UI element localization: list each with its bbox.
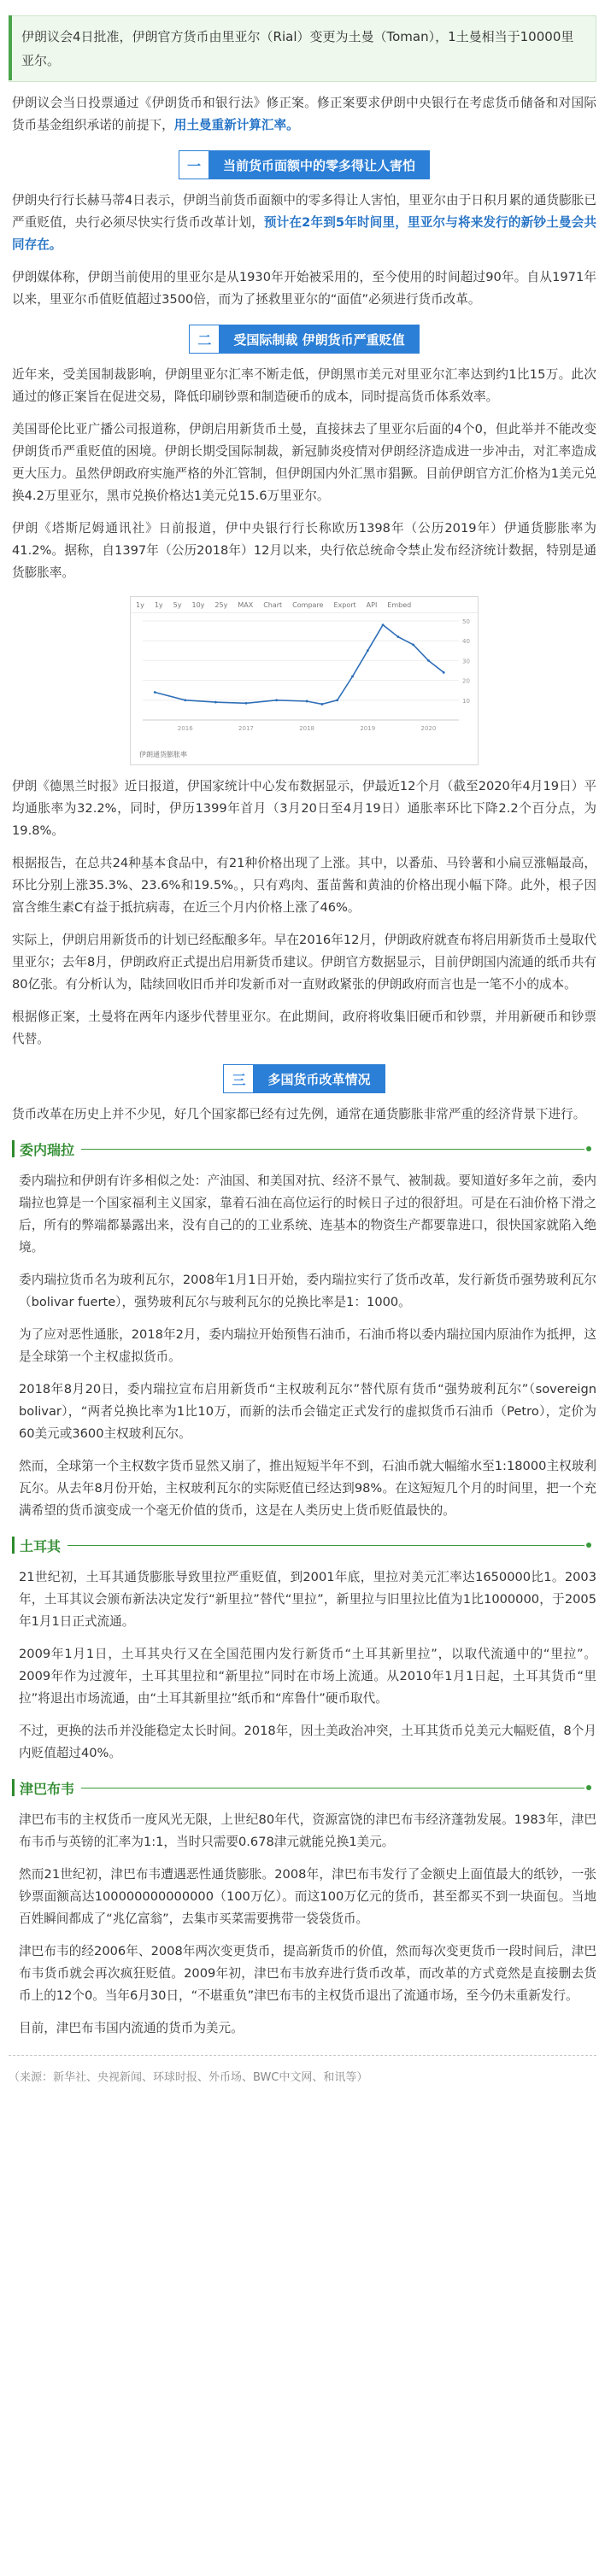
country-heading-turkey [12, 1534, 596, 1556]
paragraph: 实际上，伊朗启用新货币的计划已经酝酿多年。早在2016年12月，伊朗政府就查布将启用新货币土曼取代里亚尔；去年8月，伊朗政府正式提出启用新货币建议。伊朗官方数据显示，目前伊朗国内流通的纸币共有80亿张。有分析认为，陆续回收旧币并印发新币对一直财政紧张的伊朗政府而言也是一笔不小的成本。 [12, 933, 596, 992]
chart-data-point [184, 699, 186, 701]
chart-xtick-label: 2016 [177, 725, 193, 732]
country-name: 土耳其 [20, 1537, 62, 1554]
chart-toolbar-item[interactable]: 1y [154, 600, 163, 609]
paragraph: 为了应对恶性通胀，2018年2月，委内瑞拉开始预售石油币，石油币将以委内瑞拉国内原油作为抵押，这是全球第一个主权虚拟货币。 [19, 1327, 596, 1364]
chart-data-point [245, 702, 248, 705]
divider [81, 1788, 584, 1789]
divider-dot [586, 1146, 591, 1151]
paragraph: 不过，更换的法币并没能稳定太长时间。2018年，因土美政治冲突，土耳其货币兑美元大幅贬值，8个月内贬值超过40%。 [19, 1724, 596, 1760]
section-number: 三 [224, 1065, 254, 1092]
intro-highlight: 用土曼重新计算汇率。 [173, 118, 299, 132]
paragraph: 近年来，受美国制裁影响，伊朗里亚尔汇率不断走低，伊朗黑市美元对里亚尔汇率达到约1比15万。此次通过的修正案旨在促进交易，降低印刷钞票和制造硬币的成本，同时提高货币体系效率。 [12, 367, 596, 404]
intro-text: 伊朗议会当日投票通过《伊朗货币和银行法》修正案。修正案要求伊朗中央银行在考虑货币储备和对国际货币基金组织承诺的前提下， [12, 96, 596, 132]
chart-toolbar-item[interactable]: 25y [214, 600, 228, 609]
country-name: 委内瑞拉 [20, 1141, 75, 1158]
paragraph: 然而21世纪初，津巴布韦遭遇恶性通货膨胀。2008年，津巴布韦发行了金额史上面值最大的纸钞，一张钞票面额高达100000000000000（100万亿）。而这100万亿元的货币，甚至都买不到一块面包。当地百姓瞬间都成了“兆亿富翁”，去集市买菜需要携带一袋袋货币。 [19, 1867, 596, 1926]
summary-text: 伊朗议会4日批准，伊朗官方货币由里亚尔（Rial）变更为土曼（Toman），1土曼相当于10000里亚尔。 [21, 29, 574, 68]
paragraph: 然而，全球第一个主权数字货币显然又崩了，推出短短半年不到，石油币就大幅缩水至1:18000主权玻利瓦尔。从去年8月份开始，主权玻利瓦尔的实际贬值已经达到98%。在这短短几个月的时间里，把一个充满希望的货币演变成一个毫无价值的货币，这是在人类历史上货币贬值最快的。 [19, 1459, 596, 1518]
chart-toolbar-item[interactable]: MAX [238, 600, 254, 609]
paragraph: 津巴布韦的主权货币一度风光无限，上世纪80年代，资源富饶的津巴布韦经济蓬勃发展。1983年，津巴布韦币与英镑的汇率为1:1，当时只需要0.678津元就能兑换1美元。 [19, 1812, 596, 1849]
country-section-zimbabwe [12, 1809, 596, 2040]
chart-toolbar-item[interactable]: 1y [136, 600, 144, 609]
chart-xtick-label: 2018 [299, 725, 315, 732]
paragraph: 美国哥伦比亚广播公司报道称，伊朗启用新货币土曼，直接抹去了里亚尔后面的4个0，但此举并不能改变伊朗货币严重贬值的困境。伊朗长期受国际制裁，新冠肺炎疫情对伊朗经济造成进一步冲击，对汇率造成更大压力。虽然伊朗政府实施严格的外汇管制，但伊朗国内外汇黑市猖獗。目前伊朗官方汇价格为1美元兑换4.2万里亚尔，黑市兑换价格达1美元兑15.6万里亚尔。 [12, 422, 596, 503]
country-heading-zimbabwe [12, 1777, 596, 1799]
article-body [0, 92, 605, 2040]
chart-plot [131, 614, 478, 742]
chart-source-label: 伊朗通货膨胀率 [139, 751, 187, 758]
chart-series-line [155, 625, 443, 705]
chart-toolbar-item[interactable]: Compare [292, 600, 324, 609]
paragraph: 委内瑞拉和伊朗有许多相似之处：产油国、和美国对抗、经济不景气、被制裁。要知道好多年之前，委内瑞拉也算是一个国家福利主义国家，靠着石油在高位运行的时候日子过的很舒坦。可是在石油价格下滑之后，所有的弊端都暴露出来，没有自己的的工业系统、连基本的物资生产都要靠进口，很快国家就陷入绝境。 [19, 1174, 596, 1255]
source-footer: （来源：新华社、央视新闻、环球时报、外币场、BWC中文网、和讯等） [9, 2055, 596, 2084]
section-title: 受国际制裁 伊朗货币严重贬值 [220, 325, 418, 353]
paragraph: 2018年8月20日，委内瑞拉宣布启用新货币“主权玻利瓦尔”替代原有货币“强势玻利瓦尔”（sovereign bolivar），“两者兑换比率为1比10万，而新的法币会锚定正式发行的虚拟货币石油币（Petro），定价为60美元或3600主权玻利瓦尔。 [19, 1382, 596, 1441]
divider [68, 1545, 584, 1546]
section-heading-3 [12, 1064, 596, 1093]
paragraph: 伊朗《德黑兰时报》近日报道，伊国家统计中心发布数据显示，伊最近12个月（截至2020年4月19日）平均通胀率为32.2%，同时，伊历1399年首月（3月20日至4月19日）通胀率环比下降2.2个百分点，为19.8%。 [12, 779, 596, 838]
chart-data-point [443, 671, 445, 674]
chart-data-point [382, 624, 385, 626]
chart-ytick-label: 30 [462, 658, 470, 665]
chart-data-point [427, 659, 430, 662]
chart-data-point [306, 700, 308, 703]
paragraph: 2009年1月1日，土耳其央行又在全国范围内发行新货币“土耳其新里拉”，以取代流通中的“里拉”。2009年作为过渡年，土耳其里拉和“新里拉”同时在市场上流通。从2010年1月1日起，土耳其货币“里拉”将退出市场流通，由“土耳其新里拉”纸币和“库鲁什”硬币取代。 [19, 1647, 596, 1706]
country-name: 津巴布韦 [20, 1780, 75, 1797]
chart-data-point [321, 703, 324, 705]
chart-toolbar-item[interactable]: Embed [387, 600, 412, 609]
inflation-chart [130, 596, 479, 765]
summary-box [9, 15, 596, 82]
chart-toolbar-item[interactable]: Export [333, 600, 356, 609]
country-section-turkey [12, 1566, 596, 1765]
paragraph: 货币改革在历史上并不少见，好几个国家都已经有过先例，通常在通货膨胀非常严重的经济背景下进行。 [12, 1107, 586, 1121]
section-number: 一 [179, 151, 209, 179]
paragraph: 根据修正案，土曼将在两年内逐步代替里亚尔。在此期间，政府将收集旧硬币和钞票，并用新硬币和钞票代替。 [12, 1010, 596, 1046]
paragraph-highlight: 预计在2年到5年时间里，里亚尔与将来发行的新钞土曼会共同存在。 [12, 215, 596, 252]
paragraph: 伊朗《塔斯尼姆通讯社》日前报道，伊中央银行行长称欧历1398年（公历2019年）伊通货膨胀率为41.2%。据称，自1397年（公历2018年）12月以来，央行依总统命令禁止发布经济统计数据，特别是通货膨胀率。 [12, 521, 596, 580]
chart-data-point [214, 701, 217, 704]
paragraph [12, 190, 596, 256]
chart-ytick-label: 10 [462, 697, 470, 705]
chart-data-point [351, 676, 354, 678]
section-heading-2 [12, 325, 596, 354]
section-number: 二 [190, 325, 220, 353]
chart-toolbar-item[interactable]: Chart [263, 600, 283, 609]
section-title: 多国货币改革情况 [254, 1065, 384, 1092]
chart-toolbar-item[interactable]: 10y [191, 600, 205, 609]
country-heading-venezuela [12, 1138, 596, 1160]
chart-xtick-label: 2017 [238, 725, 254, 732]
chart-data-point [367, 649, 369, 652]
chart-data-point [396, 635, 399, 638]
paragraph: 根据报告，在总共24种基本食品中，有21种价格出现了上涨。其中，以番茄、马铃薯和小扁豆涨幅最高，环比分别上涨35.3%、23.6%和19.5%。，只有鸡肉、蛋苗酱和黄油的价格出现小幅下降。此外，根子因富含维生素C有益于抵抗病毒，在近三个月内价格上涨了46%。 [12, 856, 596, 915]
paragraph: 伊朗媒体称，伊朗当前使用的里亚尔是从1930年开始被采用的，至今使用的时间超过90年。自从1971年以来，里亚尔币值贬值超过3500倍，而为了拯救里亚尔的“面值”必须进行货币改革。 [12, 270, 596, 307]
chart-data-point [154, 691, 156, 694]
chart-ytick-label: 40 [462, 638, 470, 646]
divider-dot [586, 1543, 591, 1548]
chart-toolbar-item[interactable]: 5y [173, 600, 182, 609]
chart-toolbar-item[interactable]: API [366, 600, 378, 609]
paragraph-text: 伊朗央行行长赫马蒂4日表示，伊朗当前货币面额中的零多得让人害怕，里亚尔由于日积月累的通货膨胀已严重贬值，央行必须尽快实行货币改革计划， [12, 193, 596, 230]
paragraph: 津巴布韦的经2006年、2008年两次变更货币，提高新货币的价值，然而每次变更货币一段时间后，津巴布韦货币就会再次疯狂贬值。2009年初，津巴布韦放弃进行货币改革，而改革的方式竟然是直接删去货币上的12个0。当年6月30日，“不堪重负”津巴布韦的主权货币退出了流通市场，至今仍未重新发行。 [19, 1944, 596, 2003]
divider-dot [586, 1785, 591, 1790]
chart-data-point [275, 699, 278, 701]
chart-ytick-label: 50 [462, 618, 470, 625]
section-heading-1 [12, 150, 596, 179]
paragraph: 目前，津巴布韦国内流通的货币为美元。 [19, 2021, 244, 2035]
section-title: 当前货币面额中的零多得让人害怕 [209, 151, 429, 179]
country-section-venezuela [12, 1170, 596, 1522]
intro-paragraph [12, 92, 596, 137]
chart-ytick-label: 20 [462, 677, 470, 685]
chart-xtick-label: 2020 [420, 725, 437, 732]
chart-data-point [336, 699, 338, 701]
chart-toolbar [131, 597, 478, 613]
chart-data-point [412, 643, 414, 646]
chart-xtick-label: 2019 [360, 725, 376, 732]
paragraph: 21世纪初，土耳其通货膨胀导致里拉严重贬值，到2001年底，里拉对美元汇率达1650000比1。2003年，土耳其议会颁布新法决定发行“新里拉”替代“里拉”，新里拉与旧里拉比值为1比1000000，于2005年1月1日正式流通。 [19, 1570, 596, 1629]
divider [81, 1149, 584, 1150]
paragraph: 委内瑞拉货币名为玻利瓦尔，2008年1月1日开始，委内瑞拉实行了货币改革，发行新货币强势玻利瓦尔（bolivar fuerte），强势玻利瓦尔与玻利瓦尔的兑换比率是1：1000。 [19, 1273, 596, 1309]
